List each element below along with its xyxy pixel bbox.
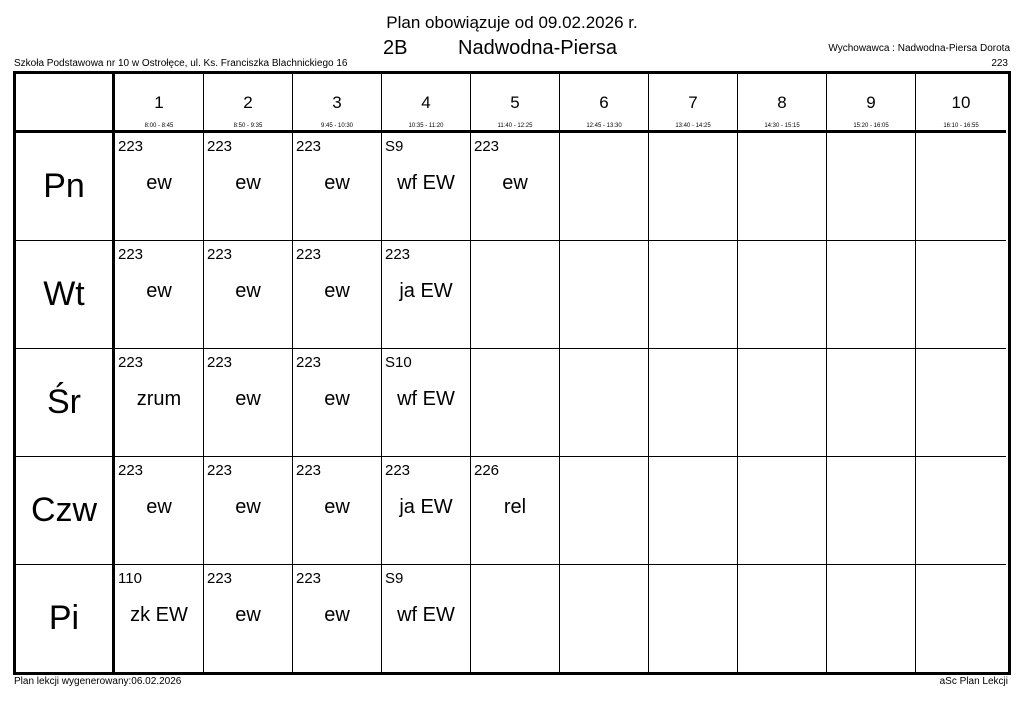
day-label: Wt	[43, 275, 85, 313]
lesson-cell	[471, 133, 560, 241]
period-time: 8:00 - 8:45	[144, 123, 174, 129]
lesson-cell	[471, 457, 560, 565]
lesson-cell	[649, 349, 738, 457]
timetable-grid	[13, 71, 1011, 675]
lesson-subject: ew	[235, 388, 261, 410]
lesson-subject: ew	[146, 280, 172, 302]
lesson-room: 223	[296, 246, 322, 263]
period-time: 10:35 - 11:20	[408, 123, 444, 129]
lesson-cell	[560, 565, 649, 672]
lesson-room: 223	[296, 138, 322, 155]
lesson-cell	[916, 241, 1006, 349]
lesson-subject: ew	[146, 496, 172, 518]
lesson-subject: ew	[324, 280, 350, 302]
lesson-subject: ew	[235, 280, 261, 302]
period-header	[916, 74, 1006, 133]
lesson-subject: wf EW	[397, 604, 455, 626]
lesson-cell	[293, 241, 382, 349]
lesson-cell	[916, 349, 1006, 457]
class-room: 223	[991, 58, 1008, 69]
lesson-room: 223	[385, 246, 411, 263]
school-name: Szkoła Podstawowa nr 10 w Ostrołęce, ul. Ks. Franciszka Blachnickiego 16	[14, 58, 348, 69]
lesson-cell	[827, 457, 916, 565]
lesson-room: 223	[118, 462, 144, 479]
lesson-subject: ew	[324, 172, 350, 194]
period-time: 12:45 - 13:30	[586, 123, 622, 129]
lesson-room: 223	[296, 570, 322, 587]
lesson-cell	[560, 241, 649, 349]
period-time: 15:20 - 16:05	[853, 123, 889, 129]
lesson-subject: ew	[235, 604, 261, 626]
period-time: 13:40 - 14:25	[675, 123, 711, 129]
period-number: 4	[421, 93, 431, 112]
lesson-cell	[916, 133, 1006, 241]
period-time: 16:10 - 16:55	[943, 123, 979, 129]
lesson-cell	[382, 349, 471, 457]
lesson-room: 223	[385, 462, 411, 479]
lesson-subject: ew	[235, 172, 261, 194]
period-header	[115, 74, 204, 133]
lesson-room: 110	[118, 570, 142, 587]
lesson-subject: wf EW	[397, 172, 455, 194]
day-label: Śr	[47, 383, 81, 421]
lesson-cell	[827, 349, 916, 457]
period-header	[827, 74, 916, 133]
period-header	[204, 74, 293, 133]
day-cell	[16, 349, 115, 457]
period-time: 14:30 - 15:15	[764, 123, 800, 129]
lesson-cell	[204, 565, 293, 672]
lesson-cell	[115, 241, 204, 349]
period-time: 9:45 - 10:30	[320, 123, 354, 129]
lesson-subject: ew	[324, 604, 350, 626]
teacher-name: Nadwodna-Piersa	[458, 37, 617, 59]
period-header	[471, 74, 560, 133]
lesson-subject: rel	[503, 496, 527, 518]
lesson-cell	[560, 133, 649, 241]
lesson-subject: wf EW	[397, 388, 455, 410]
lesson-cell	[204, 133, 293, 241]
lesson-cell	[115, 565, 204, 672]
day-cell	[16, 457, 115, 565]
lesson-room: 223	[118, 246, 144, 263]
lesson-cell	[827, 565, 916, 672]
corner-cell	[16, 74, 115, 133]
lesson-room: 223	[207, 462, 233, 479]
lesson-cell	[293, 457, 382, 565]
lesson-cell	[738, 457, 827, 565]
lesson-room: 223	[296, 354, 322, 371]
lesson-room: 226	[474, 462, 500, 479]
lesson-cell	[560, 457, 649, 565]
period-header	[560, 74, 649, 133]
lesson-cell	[738, 241, 827, 349]
lesson-room: 223	[474, 138, 500, 155]
lesson-room: 223	[207, 138, 233, 155]
lesson-cell	[916, 565, 1006, 672]
lesson-cell	[204, 457, 293, 565]
lesson-cell	[293, 565, 382, 672]
lesson-room: 223	[207, 246, 233, 263]
lesson-cell	[115, 457, 204, 565]
lesson-cell	[738, 349, 827, 457]
lesson-cell	[649, 241, 738, 349]
lesson-cell	[382, 241, 471, 349]
lesson-cell	[916, 457, 1006, 565]
lesson-subject: zk EW	[130, 604, 188, 626]
lesson-cell	[115, 133, 204, 241]
lesson-cell	[738, 565, 827, 672]
lesson-subject: ew	[235, 496, 261, 518]
period-number: 9	[866, 93, 876, 112]
period-number: 6	[599, 93, 609, 112]
lesson-subject: ew	[324, 496, 350, 518]
lesson-subject: ja EW	[399, 280, 453, 302]
period-number: 5	[510, 93, 520, 112]
lesson-cell	[471, 349, 560, 457]
lesson-room: S9	[385, 570, 404, 587]
lesson-room: 223	[207, 570, 233, 587]
software-name: aSc Plan Lekcji	[939, 676, 1008, 687]
lesson-room: S9	[385, 138, 404, 155]
period-header	[382, 74, 471, 133]
day-label: Czw	[30, 491, 98, 529]
period-header	[293, 74, 382, 133]
lesson-cell	[649, 565, 738, 672]
lesson-subject: ja EW	[399, 496, 453, 518]
lesson-subject: ew	[324, 388, 350, 410]
lesson-cell	[382, 565, 471, 672]
period-number: 8	[777, 93, 787, 112]
day-label: Pi	[48, 599, 80, 637]
lesson-subject: ew	[146, 172, 172, 194]
lesson-subject: ew	[502, 172, 528, 194]
lesson-room: 223	[118, 138, 144, 155]
period-number: 3	[332, 93, 342, 112]
lesson-cell	[293, 133, 382, 241]
day-cell	[16, 241, 115, 349]
tutor-label: Wychowawca : Nadwodna-Piersa Dorota	[828, 43, 1010, 54]
period-number: 10	[951, 93, 971, 112]
page-title: Plan obowiązuje od 09.02.2026 r.	[386, 13, 638, 32]
period-header	[738, 74, 827, 133]
lesson-cell	[827, 241, 916, 349]
lesson-cell	[649, 133, 738, 241]
generated-date: Plan lekcji wygenerowany:06.02.2026	[14, 676, 182, 687]
lesson-cell	[827, 133, 916, 241]
lesson-cell	[471, 565, 560, 672]
lesson-cell	[115, 349, 204, 457]
lesson-cell	[649, 457, 738, 565]
day-cell	[16, 565, 115, 672]
period-time: 11:40 - 12:25	[497, 123, 533, 129]
lesson-subject: zrum	[136, 388, 182, 410]
lesson-room: S10	[385, 354, 412, 371]
lesson-cell	[382, 457, 471, 565]
period-number: 7	[688, 93, 698, 112]
period-number: 2	[243, 93, 253, 112]
lesson-cell	[738, 133, 827, 241]
lesson-cell	[293, 349, 382, 457]
day-label: Pn	[43, 167, 85, 205]
lesson-cell	[560, 349, 649, 457]
period-number: 1	[154, 93, 164, 112]
lesson-room: 223	[118, 354, 144, 371]
period-header	[649, 74, 738, 133]
period-time: 8:50 - 9:35	[233, 123, 263, 129]
day-cell	[16, 133, 115, 241]
lesson-room: 223	[207, 354, 233, 371]
lesson-cell	[204, 349, 293, 457]
class-name: 2B	[383, 37, 408, 59]
lesson-cell	[204, 241, 293, 349]
lesson-cell	[471, 241, 560, 349]
lesson-cell	[382, 133, 471, 241]
lesson-room: 223	[296, 462, 322, 479]
